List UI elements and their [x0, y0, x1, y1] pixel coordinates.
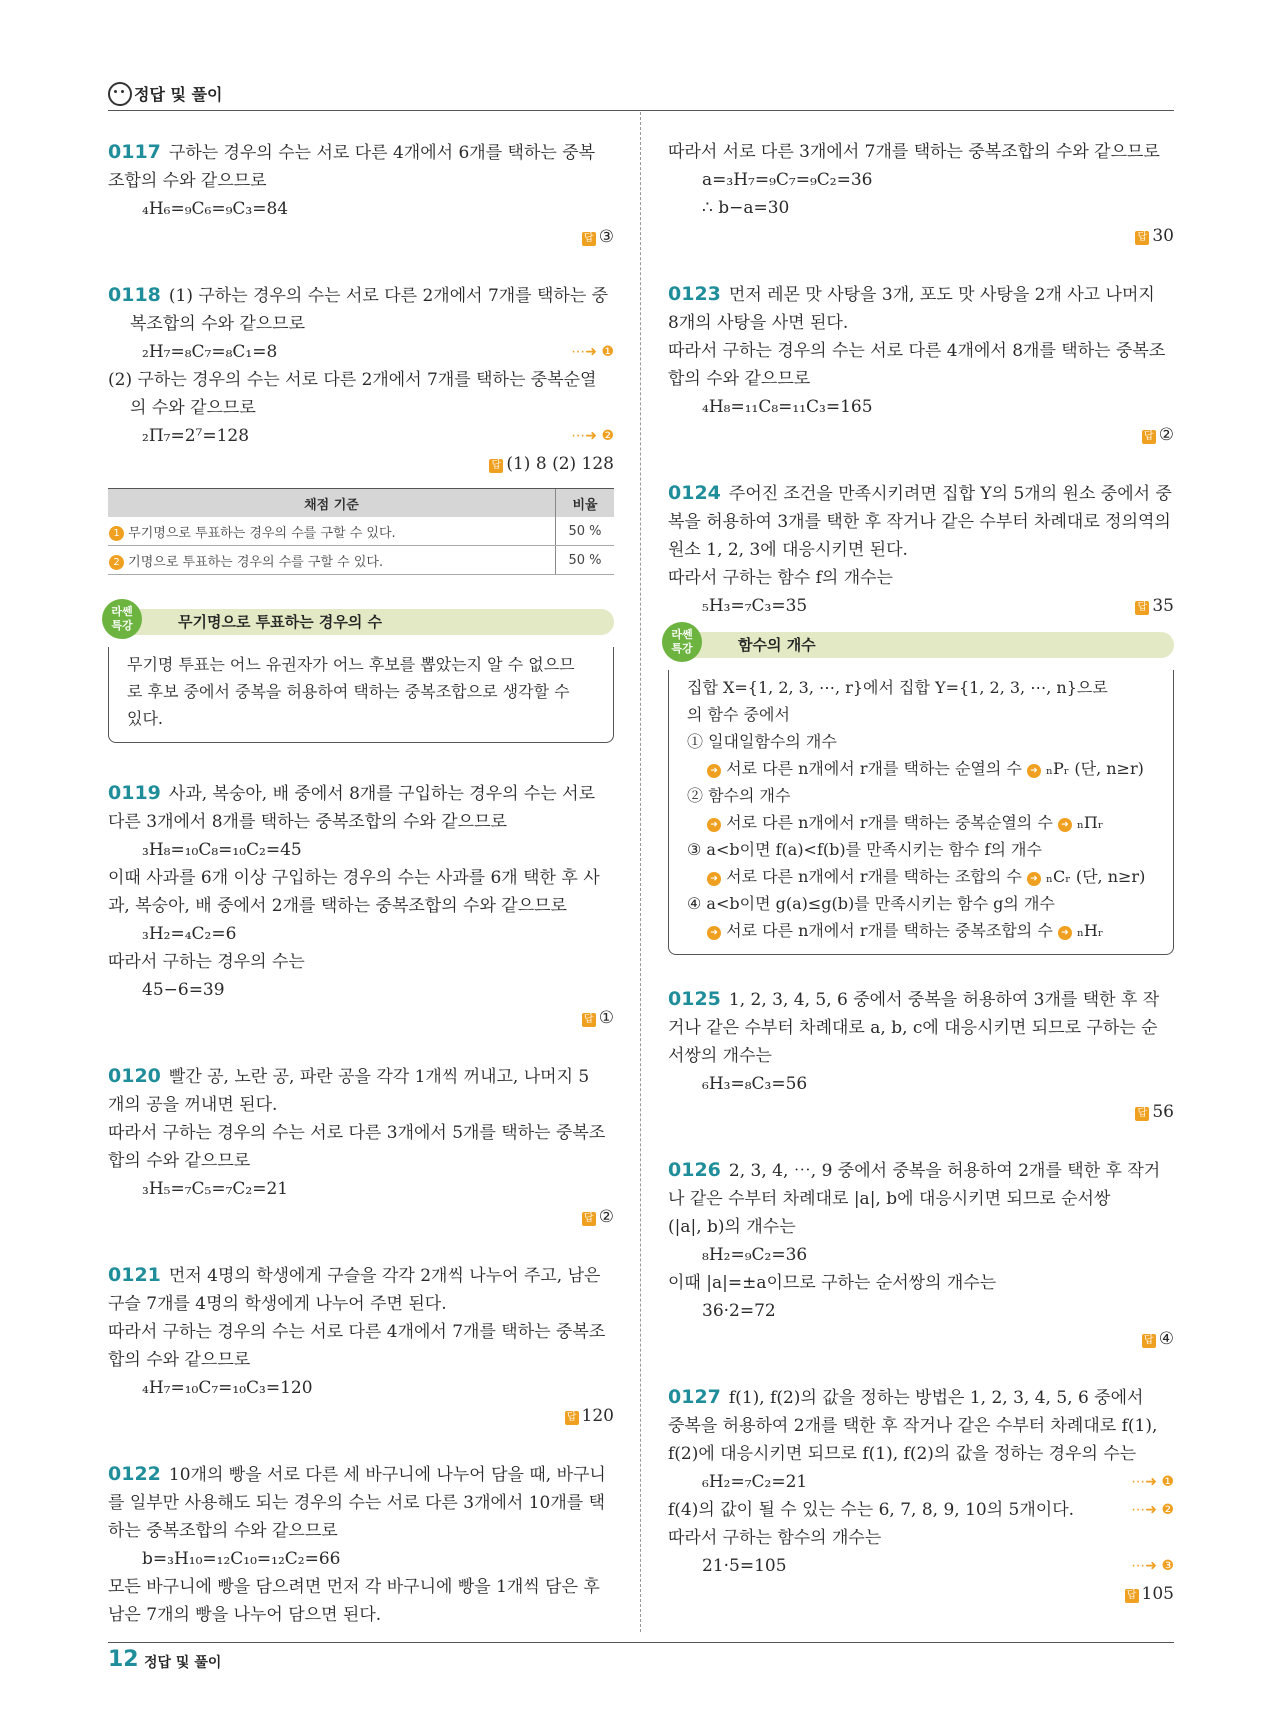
answer-icon: 답 — [565, 1411, 579, 1425]
marker-number: ❷ — [1161, 1502, 1174, 1518]
text-line: 이때 사과를 6개 이상 구입하는 경우의 수는 사과를 6개 택한 후 사 — [108, 868, 600, 888]
problem-0126 — [668, 1156, 1174, 1353]
text-line: 먼저 4명의 학생에게 구슬을 각각 2개씩 나누어 주고, 남은 — [168, 1266, 601, 1286]
marker-number: ❷ — [601, 428, 614, 444]
equation: ₃H₂=₄C₂=6 — [142, 924, 237, 944]
answer-icon: 답 — [582, 232, 596, 246]
text-line: 주어진 조건을 만족시키려면 집합 Y의 5개의 원소 중에서 중 — [728, 484, 1172, 504]
equation — [108, 422, 614, 450]
text-line: 개의 공을 꺼내면 된다. — [108, 1095, 278, 1115]
detail-result: ₙΠᵣ — [1076, 813, 1104, 832]
criteria-text: 기명으로 투표하는 경우의 수를 구할 수 있다. — [128, 554, 384, 570]
equation: ₄H₇=₁₀C₇=₁₀C₃=120 — [142, 1378, 313, 1398]
answer — [668, 222, 1174, 250]
text-line: 따라서 구하는 경우의 수는 서로 다른 3개에서 5개를 택하는 중복조 — [108, 1123, 606, 1143]
text-line: 모든 바구니에 빵을 담으려면 먼저 각 바구니에 빵을 1개씩 담은 후 — [108, 1577, 600, 1597]
text-line: 2, 3, 4, ⋯, 9 중에서 중복을 허용하여 2개를 택한 후 작거 — [728, 1161, 1161, 1181]
list-item-detail — [687, 917, 1153, 944]
answer-value: ② — [1158, 425, 1174, 445]
problem-number: 0126 — [668, 1159, 721, 1181]
text-line: 구슬 7개를 4명의 학생에게 나누어 주면 된다. — [108, 1294, 447, 1314]
text-line: 과, 복숭아, 배 중에서 2개를 택하는 중복조합의 수와 같으므로 — [108, 896, 567, 916]
text-content: f(4)의 값이 될 수 있는 수는 6, 7, 8, 9, 10의 5개이다. — [668, 1500, 1075, 1520]
text-line: 따라서 구하는 경우의 수는 서로 다른 4개에서 7개를 택하는 중복조 — [108, 1322, 606, 1342]
marker-number: ❶ — [601, 344, 614, 360]
scoring-table — [108, 488, 614, 575]
ratio-cell: 50 % — [556, 546, 615, 575]
text-line: 따라서 구하는 함수 f의 개수는 — [668, 568, 893, 588]
equation: ₃H₈=₁₀C₈=₁₀C₂=45 — [142, 840, 302, 860]
list-item: ② 함수의 개수 — [687, 786, 791, 805]
tip-box-title: 함수의 개수 — [692, 632, 1174, 658]
smiley-logo-icon — [108, 82, 132, 106]
answer-icon: 답 — [1125, 1589, 1139, 1603]
answer-value: ② — [598, 1207, 614, 1227]
equation: ∴ b−a=30 — [702, 198, 790, 218]
answer-icon: 답 — [1142, 430, 1156, 444]
text-line: 합의 수와 같으므로 — [108, 1350, 251, 1370]
answer — [668, 1325, 1174, 1353]
problem-0122 — [108, 1460, 614, 1629]
tip-box-header — [108, 605, 614, 639]
step-marker — [1131, 1496, 1174, 1524]
answer-icon: 답 — [582, 1013, 596, 1027]
list-item: ① 일대일함수의 개수 — [687, 732, 837, 751]
table-row — [108, 546, 614, 575]
text-line: 합의 수와 같으므로 — [668, 369, 811, 389]
answer-value: ① — [598, 1008, 614, 1028]
problem-number: 0127 — [668, 1386, 721, 1408]
marker-arrow: ⋯➜ — [1131, 1558, 1157, 1574]
answer — [668, 421, 1174, 449]
step-marker — [571, 422, 614, 450]
problem-0120 — [108, 1062, 614, 1231]
equation-text: ₂H₇=₈C₇=₈C₁=8 — [142, 342, 278, 362]
answer-value: 35 — [1152, 596, 1174, 616]
answer-value: 56 — [1152, 1102, 1174, 1122]
step-marker — [571, 338, 614, 366]
list-item: ④ a<b이면 g(a)≤g(b)를 만족시키는 함수 g의 개수 — [687, 894, 1055, 913]
detail-text: 서로 다른 n개에서 r개를 택하는 조합의 수 — [726, 867, 1022, 886]
equation-text: ₆H₂=₇C₂=21 — [702, 1472, 808, 1492]
text-line: 다른 3개에서 8개를 택하는 중복조합의 수와 같으므로 — [108, 812, 507, 832]
list-item-detail — [687, 863, 1153, 890]
equation: ₈H₂=₉C₂=36 — [702, 1245, 808, 1265]
text-line: 1, 2, 3, 4, 5, 6 중에서 중복을 허용하여 3개를 택한 후 작 — [728, 990, 1160, 1010]
badge-text: 특강 — [111, 619, 133, 632]
answer — [108, 1203, 614, 1231]
problem-number: 0124 — [668, 482, 721, 504]
text-line: 조합의 수와 같으므로 — [108, 171, 267, 191]
arrow-icon: ➜ — [707, 872, 721, 886]
table-header-ratio: 비율 — [556, 489, 615, 518]
marker-arrow: ⋯➜ — [1131, 1474, 1157, 1490]
text-line: 따라서 구하는 경우의 수는 서로 다른 4개에서 8개를 택하는 중복조 — [668, 341, 1166, 361]
text-line: 나 같은 수부터 차례대로 |a|, b에 대응시키면 되므로 순서쌍 — [668, 1189, 1111, 1209]
equation: 36·2=72 — [702, 1301, 776, 1321]
equation-text: ₅H₃=₇C₃=35 — [702, 596, 808, 616]
arrow-icon: ➜ — [707, 764, 721, 778]
text-line: 하는 중복조합의 수와 같으므로 — [108, 1521, 338, 1541]
list-item: ③ a<b이면 f(a)<f(b)를 만족시키는 함수 f의 개수 — [687, 840, 1042, 859]
answer-value: 105 — [1141, 1584, 1174, 1604]
text-line: 8개의 사탕을 사면 된다. — [668, 313, 849, 333]
problem-0127 — [668, 1383, 1174, 1608]
text-line: 복조합의 수와 같으므로 — [130, 314, 306, 334]
text-line: 빨간 공, 노란 공, 파란 공을 각각 1개씩 꺼내고, 나머지 5 — [168, 1067, 590, 1087]
equation: ₄H₈=₁₁C₈=₁₁C₃=165 — [702, 397, 873, 417]
text-line: 의 수와 같으므로 — [130, 398, 256, 418]
marker-arrow: ⋯➜ — [571, 344, 597, 360]
text-line: 복을 허용하여 3개를 택한 후 작거나 같은 수부터 차례대로 정의역의 — [668, 512, 1171, 532]
equation — [668, 592, 1174, 620]
arrow-icon: ➜ — [1058, 818, 1072, 832]
equation — [108, 338, 614, 366]
page-number: 12 — [108, 1647, 139, 1672]
step-number-icon: 2 — [109, 555, 124, 570]
problem-number: 0125 — [668, 988, 721, 1010]
marker-number: ❶ — [1161, 1474, 1174, 1490]
left-column — [108, 138, 614, 1659]
text-line: f(1), f(2)의 값을 정하는 방법은 1, 2, 3, 4, 5, 6 중에서 — [728, 1388, 1144, 1408]
detail-text: 서로 다른 n개에서 r개를 택하는 순열의 수 — [726, 759, 1022, 778]
problem-0123 — [668, 280, 1174, 449]
text-line: 구하는 경우의 수는 서로 다른 4개에서 6개를 택하는 중복 — [168, 143, 596, 163]
problem-number: 0121 — [108, 1264, 161, 1286]
problem-0124 — [668, 479, 1174, 620]
step-marker — [1131, 1552, 1174, 1580]
problem-number: 0119 — [108, 782, 161, 804]
text-line: 따라서 구하는 함수의 개수는 — [668, 1528, 882, 1548]
problem-number: 0118 — [108, 284, 161, 306]
text-line: f(2)에 대응시키면 되므로 f(1), f(2)의 값을 정하는 경우의 수는 — [668, 1444, 1137, 1464]
equation-text: ₂Π₇=2⁷=128 — [142, 426, 250, 446]
marker-arrow: ⋯➜ — [1131, 1502, 1157, 1518]
detail-result: ₙPᵣ (단, n≥r) — [1046, 759, 1144, 778]
text-line: (1) 구하는 경우의 수는 서로 다른 2개에서 7개를 택하는 중 — [168, 286, 609, 306]
problem-0122-continued — [668, 138, 1174, 250]
equation: ₄H₆=₉C₆=₉C₃=84 — [142, 199, 289, 219]
text-line: 집합 X={1, 2, 3, ⋯, r}에서 집합 Y={1, 2, 3, ⋯, n}으로 — [687, 678, 1108, 697]
arrow-icon: ➜ — [1027, 872, 1041, 886]
arrow-icon: ➜ — [707, 926, 721, 940]
text-line: 무기명 투표는 어느 유권자가 어느 후보를 뽑았는지 알 수 없으므 — [127, 655, 575, 674]
table-header-criteria: 채점 기준 — [108, 489, 556, 518]
text-line: 따라서 구하는 경우의 수는 — [108, 952, 305, 972]
text-line: 의 함수 중에서 — [687, 705, 790, 724]
text-line: 먼저 레몬 맛 사탕을 3개, 포도 맛 사탕을 2개 사고 나머지 — [728, 285, 1155, 305]
text-line: 이때 |a|=±a이므로 구하는 순서쌍의 개수는 — [668, 1273, 997, 1293]
lassen-badge-icon — [662, 622, 702, 662]
answer — [668, 1580, 1174, 1608]
answer — [1135, 592, 1174, 620]
arrow-icon: ➜ — [1058, 926, 1072, 940]
answer — [108, 450, 614, 478]
marker-number: ❸ — [1161, 1558, 1174, 1574]
step-number-icon: 1 — [109, 526, 124, 541]
text-line: 남은 7개의 빵을 나누어 담으면 된다. — [108, 1605, 382, 1625]
step-marker — [1131, 1468, 1174, 1496]
text-line: 를 일부만 사용해도 되는 경우의 수는 서로 다른 3개에서 10개를 택 — [108, 1493, 606, 1513]
marker-arrow: ⋯➜ — [571, 428, 597, 444]
badge-text: 라쎈 — [111, 605, 133, 618]
equation — [668, 1552, 1174, 1580]
equation: ₃H₅=₇C₅=₇C₂=21 — [142, 1179, 289, 1199]
answer — [108, 223, 614, 251]
list-item-detail — [687, 755, 1153, 782]
equation-text: 21·5=105 — [702, 1556, 787, 1576]
problem-0125 — [668, 985, 1174, 1126]
text-line: 10개의 빵을 서로 다른 세 바구니에 나누어 담을 때, 바구니 — [168, 1465, 606, 1485]
tip-box — [108, 605, 614, 743]
tip-box-body — [668, 670, 1174, 955]
text-line: 중복을 허용하여 2개를 택한 후 작거나 같은 수부터 차례대로 f(1), — [668, 1416, 1158, 1436]
text-line — [668, 1496, 1174, 1524]
answer — [668, 1098, 1174, 1126]
criteria-text: 무기명으로 투표하는 경우의 수를 구할 수 있다. — [128, 525, 396, 541]
answer — [108, 1402, 614, 1430]
ratio-cell: 50 % — [556, 517, 615, 546]
problem-number: 0122 — [108, 1463, 161, 1485]
text-line: 로 후보 중에서 중복을 허용하여 택하는 중복조합으로 생각할 수 — [127, 682, 570, 701]
footer-title: 정답 및 풀이 — [144, 1655, 222, 1671]
problem-number: 0123 — [668, 283, 721, 305]
problem-number: 0120 — [108, 1065, 161, 1087]
text-line: 거나 같은 수부터 차례대로 a, b, c에 대응시키면 되므로 구하는 순 — [668, 1018, 1158, 1038]
answer-icon: 답 — [489, 459, 503, 473]
arrow-icon: ➜ — [1027, 764, 1041, 778]
text-line: 사과, 복숭아, 배 중에서 8개를 구입하는 경우의 수는 서로 — [168, 784, 596, 804]
arrow-icon: ➜ — [707, 818, 721, 832]
answer-icon: 답 — [1142, 1334, 1156, 1348]
detail-result: ₙHᵣ — [1076, 921, 1104, 940]
text-line: 합의 수와 같으므로 — [108, 1151, 251, 1171]
equation: b=₃H₁₀=₁₂C₁₀=₁₂C₂=66 — [142, 1549, 341, 1569]
answer-icon: 답 — [1135, 1107, 1149, 1121]
page-footer — [108, 1642, 1174, 1672]
list-item-detail — [687, 809, 1153, 836]
equation — [668, 1468, 1174, 1496]
text-line: 서쌍의 개수는 — [668, 1046, 772, 1066]
table-row — [108, 517, 614, 546]
answer — [108, 1004, 614, 1032]
tip-box-header — [668, 628, 1174, 662]
problem-number: 0117 — [108, 141, 161, 163]
detail-result: ₙCᵣ (단, n≥r) — [1046, 867, 1146, 886]
page-header — [108, 80, 1174, 111]
answer-value: 120 — [581, 1406, 614, 1426]
tip-box — [668, 628, 1174, 955]
detail-text: 서로 다른 n개에서 r개를 택하는 중복순열의 수 — [726, 813, 1053, 832]
equation: a=₃H₇=₉C₇=₉C₂=36 — [702, 170, 873, 190]
answer-value: 30 — [1152, 226, 1174, 246]
text-line: (|a|, b)의 개수는 — [668, 1217, 796, 1237]
problem-0121 — [108, 1261, 614, 1430]
text-line: 있다. — [127, 709, 163, 728]
problem-0117 — [108, 138, 614, 251]
badge-text: 라쎈 — [671, 628, 693, 641]
answer-value: ④ — [1158, 1329, 1174, 1349]
badge-text: 특강 — [671, 642, 693, 655]
text-line: (2) 구하는 경우의 수는 서로 다른 2개에서 7개를 택하는 중복순열 — [108, 370, 597, 390]
text-line: 따라서 서로 다른 3개에서 7개를 택하는 중복조합의 수와 같으므로 — [668, 142, 1160, 162]
equation: ₆H₃=₈C₃=56 — [702, 1074, 808, 1094]
problem-0119 — [108, 779, 614, 1032]
detail-text: 서로 다른 n개에서 r개를 택하는 중복조합의 수 — [726, 921, 1053, 940]
answer-value: ③ — [598, 227, 614, 247]
answer-icon: 답 — [1135, 231, 1149, 245]
header-title: 정답 및 풀이 — [134, 85, 223, 104]
answer-value: (1) 8 (2) 128 — [506, 454, 614, 474]
criteria-cell — [108, 546, 556, 575]
problem-0118 — [108, 281, 614, 478]
criteria-cell — [108, 517, 556, 546]
tip-box-title: 무기명으로 투표하는 경우의 수 — [132, 609, 614, 635]
lassen-badge-icon — [102, 599, 142, 639]
tip-box-body — [108, 647, 614, 743]
text-line: 원소 1, 2, 3에 대응시키면 된다. — [668, 540, 908, 560]
answer-icon: 답 — [1135, 601, 1149, 615]
right-column — [668, 138, 1174, 1638]
column-divider — [640, 112, 641, 1632]
equation: 45−6=39 — [142, 980, 225, 1000]
answer-icon: 답 — [582, 1212, 596, 1226]
